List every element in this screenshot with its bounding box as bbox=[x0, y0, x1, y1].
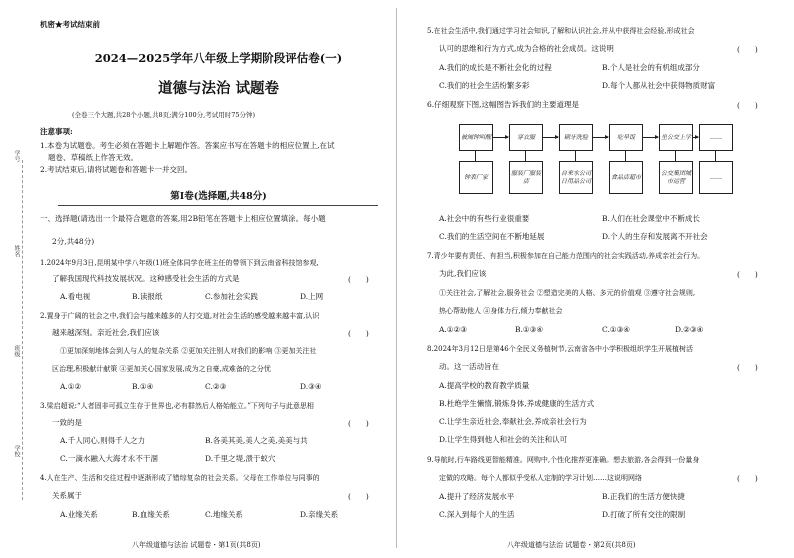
connector-line bbox=[475, 151, 476, 161]
option-a: A.千人同心,则得千人之力 bbox=[60, 436, 146, 445]
note-line: 1.本卷为试题卷。考生必须在答题卡上解题作答。答案应书写在答题卡的相应位置上,在试 bbox=[40, 141, 335, 150]
note-line: 题卷、草稿纸上作答无效。 bbox=[48, 153, 138, 162]
flow-provider: 服装厂服装店 bbox=[509, 161, 543, 194]
arrow bbox=[593, 137, 608, 138]
option-a: A.提升了经济发展水平 bbox=[439, 492, 515, 501]
page-footer: 八年级道德与法治 试题卷・第1页(共8页) bbox=[132, 541, 261, 549]
question-stem: 一致的是 bbox=[52, 418, 82, 427]
option-a: A.业缘关系 bbox=[60, 510, 98, 519]
flow-step: 刷牙洗脸 bbox=[559, 124, 593, 151]
arrow bbox=[643, 137, 658, 138]
binding-line bbox=[22, 160, 24, 500]
option-d: D.上网 bbox=[300, 292, 324, 301]
question-stem: 7.青少年要有责任、有担当,积极参加在自己能力范围内的社会实践活动,养成亲社会行为。 bbox=[427, 252, 705, 260]
option-d: D.每个人都从社会中获得物质财富 bbox=[602, 81, 716, 90]
question-stem: 4.人在生产、生活和交往过程中逐渐形成了错综复杂的社会关系。父母在工作单位与同事的 bbox=[40, 474, 320, 482]
option-a: A.看电视 bbox=[60, 292, 91, 301]
section-divider bbox=[58, 205, 378, 206]
option-c: C.一滴水融入大海才永不干涸 bbox=[60, 454, 158, 463]
binding-label-school: 学校 bbox=[13, 445, 20, 457]
section-title: 第Ⅰ卷(选择题,共48分) bbox=[170, 191, 267, 202]
binding-label-name: 姓名 bbox=[13, 245, 20, 257]
answer-parens: ( ) bbox=[348, 329, 369, 338]
sub-statement: ①更加深刻地体会到人与人的复杂关系 ②更加关注别人对我们的影响 ③更加关注社 bbox=[60, 347, 317, 355]
question-stem: 6.仔细观察下图,这幅图告诉我们的主要道理是 bbox=[427, 100, 580, 109]
question-stem: 3.梁启超说:“人者固非可孤立生存于世界也,必有群然后人格始能立。”下列句子与此意思相 bbox=[40, 402, 314, 410]
question-stem: 9.导航时,行车路线更智能精准。网购中,个性化推荐更准确。想去旅游,各会得到一份量身 bbox=[427, 456, 700, 464]
option-b: B.①④ bbox=[132, 382, 154, 391]
answer-parens: ( ) bbox=[737, 363, 758, 372]
instruction-line: 2分,共48分) bbox=[52, 237, 95, 246]
question-stem: 动。这一活动旨在 bbox=[439, 362, 499, 371]
note-line: 2.考试结束后,请将试题卷和答题卡一并交回。 bbox=[40, 165, 193, 174]
sub-statement: 区治理,积极献计献策 ④更加关心国家发展,成为之自豪,成难备的之分忧 bbox=[52, 365, 271, 373]
flow-step: …… bbox=[699, 124, 733, 151]
option-d: D.千里之堤,溃于蚁穴 bbox=[205, 454, 276, 463]
arrow bbox=[493, 137, 508, 138]
question-stem: 越来越深刻。亲近社会,我们应该 bbox=[52, 328, 160, 337]
option-c: C.②③ bbox=[205, 382, 227, 391]
option-a: A.①② bbox=[60, 382, 82, 391]
answer-parens: ( ) bbox=[737, 45, 758, 54]
arrow bbox=[543, 137, 558, 138]
page-footer: 八年级道德与法治 试题卷・第2页(共8页) bbox=[507, 541, 636, 549]
option-b: B.各美其美,美人之美,美美与共 bbox=[205, 436, 308, 445]
sub-statement: ①关注社会,了解社会,服务社会 ②塑造完美的人格、多元的价值观 ③遵守社会规则, bbox=[439, 289, 696, 297]
option-b: B.血缘关系 bbox=[132, 510, 170, 519]
subject-title: 道德与法治 试题卷 bbox=[157, 80, 280, 97]
option-a: A.①②③ bbox=[439, 325, 467, 334]
right-page bbox=[397, 0, 794, 558]
option-d: D.让学生得到他人和社会的关注和认可 bbox=[439, 435, 568, 444]
option-a: A.社会中的有些行业很重要 bbox=[439, 214, 530, 223]
sub-statement: 热心帮助他人 ④身体力行,倾力奉献社会 bbox=[439, 307, 563, 315]
connector-line bbox=[715, 151, 716, 161]
option-b: B.杜绝学生懒惰,锻炼身体,养成健康的生活方式 bbox=[439, 399, 595, 408]
connector-line bbox=[625, 151, 626, 161]
question-stem: 关系属于 bbox=[52, 491, 82, 500]
option-d: D.③④ bbox=[300, 382, 322, 391]
option-b: B.①③④ bbox=[515, 325, 544, 334]
flow-provider: 公交集团城市运营 bbox=[659, 161, 693, 194]
connector-line bbox=[575, 151, 576, 161]
flow-step: 穿衣服 bbox=[509, 124, 543, 151]
answer-parens: ( ) bbox=[737, 270, 758, 279]
arrow bbox=[693, 137, 698, 138]
question-stem: 8.2024年3月12日是第46个全民义务植树节,云南省各中小学积极组织学生开展植树活 bbox=[427, 345, 693, 353]
flow-provider: 自来水公司日用品公司 bbox=[559, 161, 593, 194]
question-stem: 认可的思维和行为方式,成为合格的社会成员。这说明 bbox=[439, 44, 614, 53]
exam-title: 2024—2025学年八年级上学期阶段评估卷(一) bbox=[94, 51, 343, 65]
option-c: C.地缘关系 bbox=[205, 510, 243, 519]
option-c: C.①③④ bbox=[602, 325, 631, 334]
option-d: D.亲缘关系 bbox=[300, 510, 339, 519]
option-b: B.读报纸 bbox=[132, 292, 163, 301]
secret-label: 机密★考试结束前 bbox=[40, 20, 100, 29]
option-b: B.个人是社会的有机组成部分 bbox=[602, 63, 700, 72]
binding-label-class: 班级 bbox=[13, 345, 20, 357]
answer-parens: ( ) bbox=[348, 492, 369, 501]
answer-parens: ( ) bbox=[348, 419, 369, 428]
binding-label-student-id: 学号 bbox=[13, 150, 20, 162]
option-c: C.深入到每个人的生活 bbox=[439, 510, 515, 519]
instruction-line: 一、选择题(请选出一个最符合题意的答案,用2B铅笔在答题卡上相应位置填涂。每小题 bbox=[40, 214, 326, 223]
connector-line bbox=[525, 151, 526, 161]
option-a: A.提高学校的教育教学质量 bbox=[439, 381, 530, 390]
question-stem: 了解我国现代科技发展状况。这种感受社会生活的方式是 bbox=[52, 274, 240, 283]
flow-step: 坐公交上学 bbox=[659, 124, 693, 151]
flow-provider: 食品店超市 bbox=[609, 161, 643, 194]
flow-step: 吃早饭 bbox=[609, 124, 643, 151]
option-b: B.正我们的生活方便快捷 bbox=[602, 492, 685, 501]
notes-title: 注意事项: bbox=[40, 127, 73, 136]
option-b: B.人们在社会课堂中不断成长 bbox=[602, 214, 700, 223]
connector-line bbox=[675, 151, 676, 161]
option-c: C.让学生亲近社会,奉献社会,养成亲社会行为 bbox=[439, 417, 587, 426]
question-stem: 5.在社会生活中,我们通过学习社会知识,了解和认识社会,并从中获得社会经验,形成社会 bbox=[427, 27, 695, 35]
option-d: D.个人的生存和发展离不开社会 bbox=[602, 232, 708, 241]
option-c: C.我们的生活空间在不断地延展 bbox=[439, 232, 545, 241]
answer-parens: ( ) bbox=[737, 101, 758, 110]
answer-parens: ( ) bbox=[348, 275, 369, 284]
answer-parens: ( ) bbox=[737, 474, 758, 483]
flow-provider: …… bbox=[699, 161, 733, 194]
option-c: C.参加社会实践 bbox=[205, 292, 258, 301]
question-stem: 1.2024年9月3日,昆明某中学八年级(1)班全体同学在班主任的带领下到云南省科技馆参观, bbox=[40, 259, 319, 267]
option-d: D.②③④ bbox=[675, 325, 704, 334]
question-stem: 定做的攻略。每个人都似乎受私人定制的学习计划……这说明网络 bbox=[439, 474, 642, 482]
exam-info: (全卷三个大题,共28个小题,共8页;满分100分,考试用时75分钟) bbox=[72, 111, 256, 119]
option-a: A.我们的成长是不断社会化的过程 bbox=[439, 63, 552, 72]
option-c: C.我们的社会生活纷繁多彩 bbox=[439, 81, 530, 90]
flow-provider: 钟表厂家 bbox=[459, 161, 493, 194]
question-stem: 2.置身于广阔的社会之中,我们会与越来越多的人打交道,对社会生活的感受越来越丰富,认识 bbox=[40, 312, 320, 320]
flow-step: 被闹钟叫醒 bbox=[459, 124, 493, 151]
option-d: D.打破了所有交往的限制 bbox=[602, 510, 686, 519]
question-stem: 为此,我们应该 bbox=[439, 269, 487, 278]
